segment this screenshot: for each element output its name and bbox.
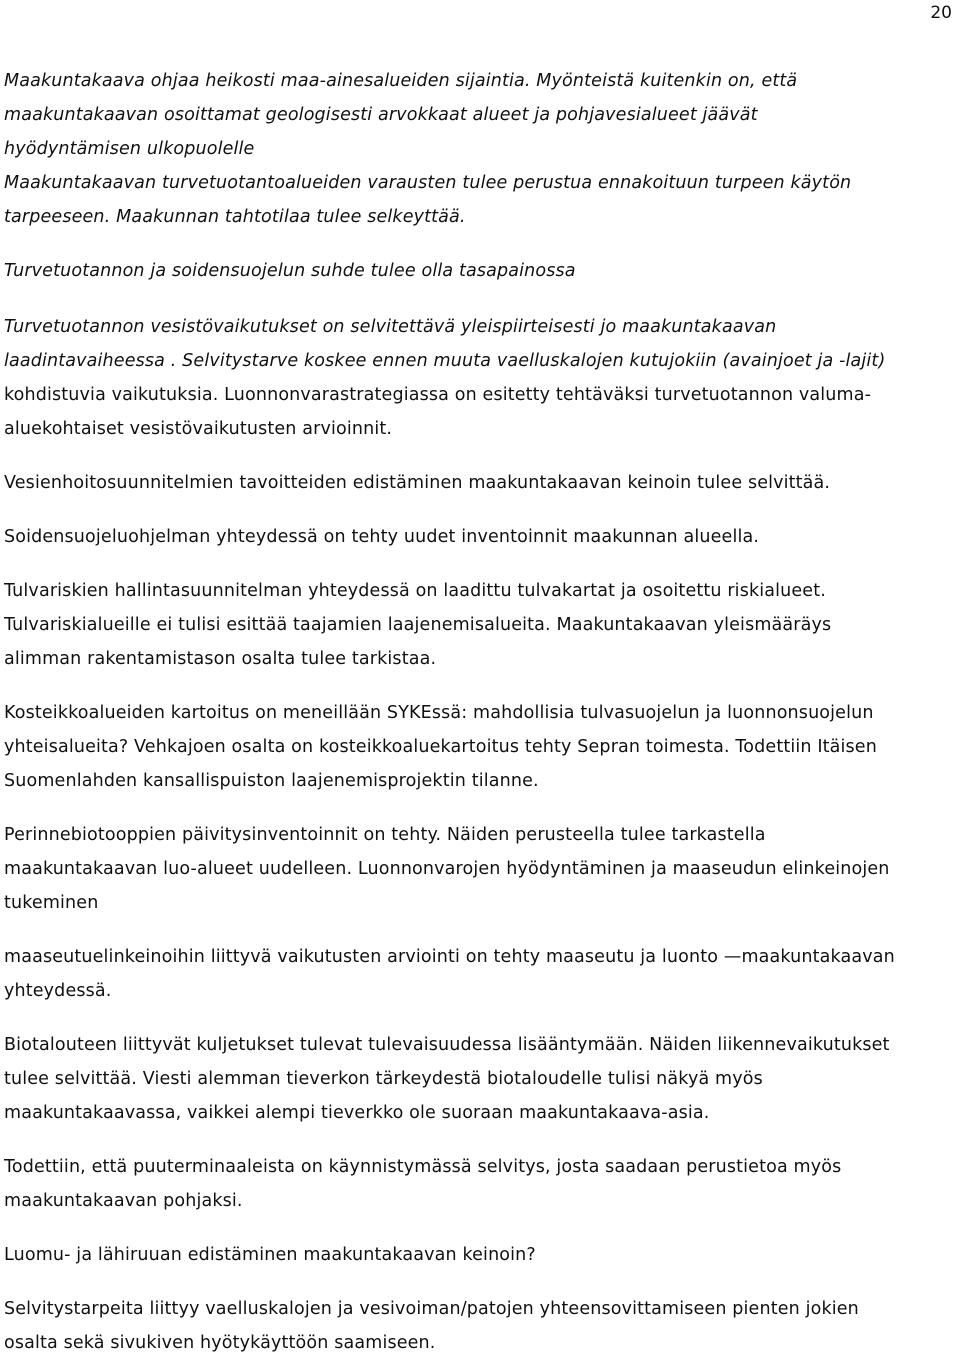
text-line: yhteydessä.: [4, 981, 112, 1001]
text-line: Tulvariskien hallintasuunnitelman yhteydessä on laadittu tulvakartat ja osoitettu riskialueet.: [4, 581, 826, 601]
text-line: kohdistuvia vaikutuksia. Luonnonvarastrategiassa on esitetty tehtäväksi turvetuotannon valuma-: [4, 385, 872, 405]
text-line: tukeminen: [4, 893, 99, 913]
paragraph-maaseutuelinkeinot: [4, 940, 954, 1008]
paragraph-vesistovaikutukset: [4, 310, 954, 446]
text-line: tarpeeseen. Maakunnan tahtotilaa tulee selkeyttää.: [4, 207, 466, 227]
text-line: aluekohtaiset vesistövaikutusten arvioinnit.: [4, 419, 393, 439]
paragraph-biotalous: [4, 1028, 954, 1130]
paragraph-vesienhoito: [4, 466, 954, 500]
paragraph-turvetuotantoalueet: [4, 166, 954, 234]
text-line: maakuntakaavan osoittamat geologisesti arvokkaat alueet ja pohjavesialueet jäävät: [4, 105, 758, 125]
paragraph-soidensuojelu-suhde: [4, 254, 954, 288]
text-line: Luomu- ja lähiruuan edistäminen maakuntakaavan keinoin?: [4, 1245, 536, 1265]
text-line: maakuntakaavassa, vaikkei alempi tieverkko ole suoraan maakuntakaava-asia.: [4, 1103, 710, 1123]
paragraph-maa-aines: [4, 64, 954, 166]
text-line: alimman rakentamistason osalta tulee tarkistaa.: [4, 649, 437, 669]
text-line: maakuntakaavan luo-alueet uudelleen. Luonnonvarojen hyödyntäminen ja maaseudun elinkeinojen: [4, 859, 890, 879]
text-line: Todettiin, että puuterminaaleista on käynnistymässä selvitys, josta saadaan perustietoa myös: [4, 1157, 842, 1177]
paragraph-luomu: [4, 1238, 954, 1272]
text-line: Biotalouteen liittyvät kuljetukset tulevat tulevaisuudessa lisääntymään. Näiden liikennevaikutukset: [4, 1035, 890, 1055]
text-line: osalta sekä sivukiven hyötykäyttöön saamiseen.: [4, 1333, 436, 1353]
paragraph-tulvariskit: [4, 574, 954, 676]
text-line: Vesienhoitosuunnitelmien tavoitteiden edistäminen maakuntakaavan keinoin tulee selvittää.: [4, 473, 831, 493]
text-line: maaseutuelinkeinoihin liittyvä vaikutusten arviointi on tehty maaseutu ja luonto —maakuntakaavan: [4, 947, 895, 967]
paragraph-soidensuojeluohjelma: [4, 520, 954, 554]
text-line: Soidensuojeluohjelman yhteydessä on tehty uudet inventoinnit maakunnan alueella.: [4, 527, 760, 547]
paragraph-perinnebiotoopit: [4, 818, 954, 920]
text-line: maakuntakaavan pohjaksi.: [4, 1191, 243, 1211]
text-line: laadintavaiheessa . Selvitystarve koskee ennen muuta vaelluskalojen kutujokiin (avainjoet ja -lajit): [4, 351, 886, 371]
text-line: tulee selvittää. Viesti alemman tieverkon tärkeydestä biotaloudelle tulisi näkyä myös: [4, 1069, 763, 1089]
text-line: Maakuntakaava ohjaa heikosti maa-ainesalueiden sijaintia. Myönteistä kuitenkin on, että: [4, 71, 798, 91]
text-line: Maakuntakaavan turvetuotantoalueiden varausten tulee perustua ennakoituun turpeen käytön: [4, 173, 852, 193]
paragraph-selvitystarpeet: [4, 1292, 954, 1360]
document-body: [4, 64, 954, 1360]
paragraph-kosteikot: [4, 696, 954, 798]
text-line: yhteisalueita? Vehkajoen osalta on kosteikkoaluekartoitus tehty Sepran toimesta. Todettiin Itäisen: [4, 737, 877, 757]
text-line: Turvetuotannon ja soidensuojelun suhde tulee olla tasapainossa: [4, 261, 576, 281]
text-line: Selvitystarpeita liittyy vaelluskalojen ja vesivoiman/patojen yhteensovittamiseen pienten jokien: [4, 1299, 859, 1319]
text-line: Suomenlahden kansallispuiston laajenemisprojektin tilanne.: [4, 771, 539, 791]
text-line: hyödyntämisen ulkopuolelle: [4, 139, 255, 159]
page-number: 20: [930, 3, 952, 23]
text-line: Kosteikkoalueiden kartoitus on meneillään SYKEssä: mahdollisia tulvasuojelun ja luonnonsuojelun: [4, 703, 874, 723]
text-line: Turvetuotannon vesistövaikutukset on selvitettävä yleispiirteisesti jo maakuntakaavan: [4, 317, 777, 337]
text-line: Tulvariskialueille ei tulisi esittää taajamien laajenemisalueita. Maakuntakaavan yleismääräys: [4, 615, 832, 635]
paragraph-puuterminaalit: [4, 1150, 954, 1218]
text-line: Perinnebiotooppien päivitysinventoinnit on tehty. Näiden perusteella tulee tarkastella: [4, 825, 766, 845]
